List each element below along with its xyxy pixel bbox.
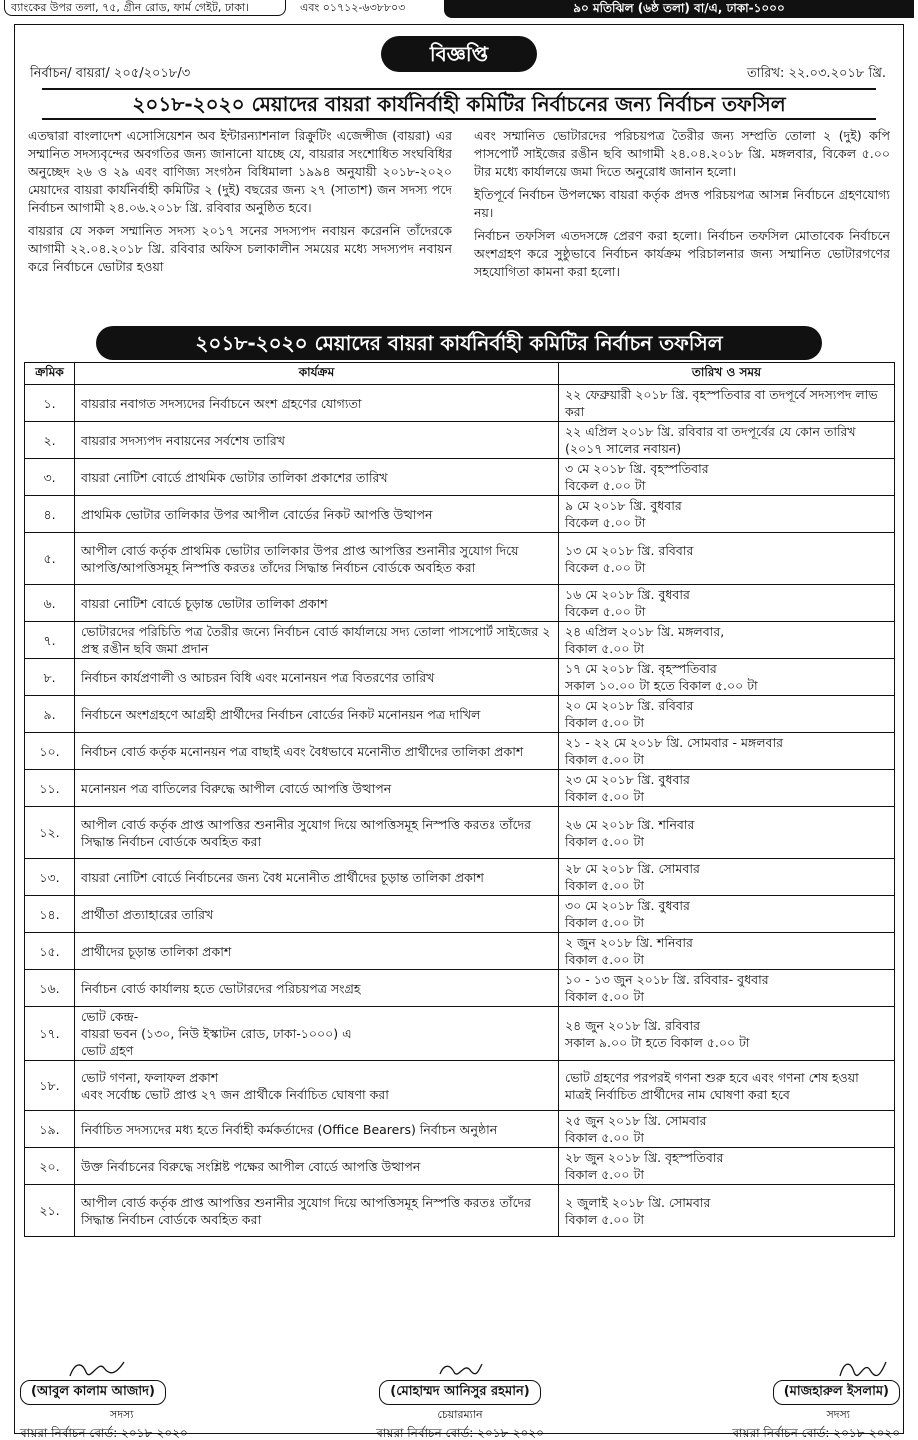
row-activity: নির্বাচন কার্যপ্রণালী ও আচরন বিধি এবং মনোনয়ন পত্র বিতরণের তারিখ xyxy=(75,659,559,696)
signatory-role: সদস্য xyxy=(826,1408,850,1421)
table-row xyxy=(25,1148,895,1185)
row-activity: আপীল বোর্ড কর্তৃক প্রাপ্ত আপত্তির শুনানীর সুযোগ দিয়ে আপত্তিসমূহ নিস্পত্তি করতঃ তাঁদের সিদ্ধান্ত নির্বাচন বোর্ডকে অবহিত করা xyxy=(75,1185,559,1237)
signature-block-chairman xyxy=(340,1358,580,1440)
row-date-time: ১৭ মে ২০১৮ খ্রি. বৃহস্পতিবার সকাল ১০.০০ টা হতে বিকাল ৫.০০ টা xyxy=(559,659,895,696)
header-date-time: তারিখ ও সময় xyxy=(559,363,895,385)
row-date-time: ২৪ জুন ২০১৮ খ্রি. রবিবার সকাল ৯.০০ টা হতে বিকাল ৫.০০ টা xyxy=(559,1007,895,1061)
row-serial: ২১. xyxy=(25,1185,75,1237)
top-address-left: ব্যাংকের উপর তলা, ৭৫, গ্রীন রোড, ফার্ম গেইট, ঢাকা। xyxy=(4,0,286,16)
row-date-time: ২২ ফেব্রুয়ারী ২০১৮ খ্রি. বৃহস্পতিবার বা তদপূর্বে সদস্যপদ লাভ করা xyxy=(559,385,895,422)
row-activity: বায়রার নবাগত সদস্যদের নির্বাচনে অংশ গ্রহণের যোগ্যতা xyxy=(75,385,559,422)
row-activity: বায়রার সদস্যপদ নবায়নের সর্বশেষ তারিখ xyxy=(75,422,559,459)
row-activity: ভোট গণনা, ফলাফল প্রকাশ এবং সর্বোচ্চ ভোট প্রাপ্ত ২৭ জন প্রার্থীকে নির্বাচিত ঘোষণা করা xyxy=(75,1061,559,1111)
row-date-time: ২৮ জুন ২০১৮ খ্রি. বৃহস্পতিবার বিকাল ৫.০০ টা xyxy=(559,1148,895,1185)
header-serial: ক্রমিক xyxy=(25,363,75,385)
row-date-time: ২৮ মে ২০১৮ খ্রি. সোমবার বিকাল ৫.০০ টা xyxy=(559,859,895,896)
top-phone: এবং ০১৭১২-৬৩৮৮০৩ xyxy=(300,1,406,14)
row-activity: নির্বাচনে অংশগ্রহণে আগ্রহী প্রার্থীদের নির্বাচন বোর্ডের নিকট মনোনয়ন পত্র দাখিল xyxy=(75,696,559,733)
row-date-time: ৩ মে ২০১৮ খ্রি. বৃহস্পতিবার বিকেল ৫.০০ টা xyxy=(559,459,895,496)
signature-scrawl xyxy=(690,1358,900,1380)
top-address-right: ৯০ মতিঝিল (৬ষ্ঠ তলা) বা/এ, ঢাকা-১০০০ xyxy=(444,0,914,18)
row-serial: ৩. xyxy=(25,459,75,496)
row-serial: ১. xyxy=(25,385,75,422)
row-serial: ১৮. xyxy=(25,1061,75,1111)
table-row xyxy=(25,422,895,459)
table-row xyxy=(25,622,895,659)
row-serial: ১৭. xyxy=(25,1007,75,1061)
row-date-time: ২৫ জুন ২০১৮ খ্রি. সোমবার বিকাল ৫.০০ টা xyxy=(559,1111,895,1148)
row-activity: বায়রা নোটিশ বোর্ডে নির্বাচনের জন্য বৈধ মনোনীত প্রার্থীদের চূড়ান্ত তালিকা প্রকাশ xyxy=(75,859,559,896)
signatory-board: বায়রা নির্বাচন বোর্ড: ২০১৮-২০২০ xyxy=(20,1426,188,1440)
table-row xyxy=(25,970,895,1007)
row-serial: ৮. xyxy=(25,659,75,696)
signature-scrawl xyxy=(20,1358,230,1380)
signatory-name: (মাজহারুল ইসলাম) xyxy=(773,1380,900,1405)
row-date-time: ৯ মে ২০১৮ খ্রি. বুধবার বিকেল ৫.০০ টা xyxy=(559,496,895,533)
row-serial: ১৩. xyxy=(25,859,75,896)
top-strip xyxy=(0,0,918,18)
row-date-time: ১০ - ১৩ জুন ২০১৮ খ্রি. রবিবার- বুধবার বিকাল ৫.০০ টা xyxy=(559,970,895,1007)
row-serial: ১৬. xyxy=(25,970,75,1007)
row-serial: ২০. xyxy=(25,1148,75,1185)
row-serial: ৭. xyxy=(25,622,75,659)
table-row xyxy=(25,1061,895,1111)
signatory-name: (আবুল কালাম আজাদ) xyxy=(20,1380,166,1405)
row-activity: আপীল বোর্ড কর্তৃক প্রাথমিক ভোটার তালিকার উপর প্রাপ্ত আপত্তির শুনানীর সুযোগ দিয়ে আপত্তি/আপত্তিসমূহ নিস্পত্তি করতঃ তাঁদের সিদ্ধান্ত নির্বাচন বোর্ডকে অবহিত করা xyxy=(75,533,559,585)
table-header-row xyxy=(25,363,895,385)
signature-scrawl xyxy=(340,1358,580,1380)
intro-right-column xyxy=(474,127,890,327)
row-serial: ১০. xyxy=(25,733,75,770)
table-row xyxy=(25,1007,895,1061)
table-row xyxy=(25,385,895,422)
table-row xyxy=(25,1185,895,1237)
signatory-name: (মোহাম্মদ আনিসুর রহমান) xyxy=(379,1380,540,1405)
row-serial: ১৯. xyxy=(25,1111,75,1148)
row-serial: ১২. xyxy=(25,807,75,859)
signatory-role: সদস্য xyxy=(110,1408,134,1421)
table-row xyxy=(25,933,895,970)
row-serial: ৬. xyxy=(25,585,75,622)
row-date-time: ৩০ মে ২০১৮ খ্রি. বুধবার বিকাল ৫.০০ টা xyxy=(559,896,895,933)
table-row xyxy=(25,696,895,733)
signatory-role: চেয়ারম্যান xyxy=(437,1408,483,1421)
row-activity: নির্বাচন বোর্ড কার্যালয় হতে ভোটারদের পরিচয়পত্র সংগ্রহ xyxy=(75,970,559,1007)
intro-paragraph: এবং সম্মানিত ভোটারদের পরিচয়পত্র তৈরীর জন্য সম্প্রতি তোলা ২ (দুই) কপি পাসপোর্ট সাইজের রঙীন ছবি আগামী ২৪.০৪.২০১৮ খ্রি. মঙ্গলবার, বিকেল ৫.০০ টার মধ্যে কার্যালয়ে জমা দিতে অনুরোধ জানান হলো। xyxy=(474,128,890,179)
table-row xyxy=(25,896,895,933)
row-date-time: ২৬ মে ২০১৮ খ্রি. শনিবার বিকাল ৫.০০ টা xyxy=(559,807,895,859)
table-row xyxy=(25,496,895,533)
row-activity: প্রাথমিক ভোটার তালিকার উপর আপীল বোর্ডের নিকট আপত্তি উত্থাপন xyxy=(75,496,559,533)
table-row xyxy=(25,770,895,807)
row-activity: বায়রা নোটিশ বোর্ডে প্রাথমিক ভোটার তালিকা প্রকাশের তারিখ xyxy=(75,459,559,496)
row-activity: মনোনয়ন পত্র বাতিলের বিরুদ্ধে আপীল বোর্ডে আপত্তি উত্থাপন xyxy=(75,770,559,807)
row-date-time: ১৬ মে ২০১৮ খ্রি. বুধবার বিকেল ৫.০০ টা xyxy=(559,585,895,622)
table-row xyxy=(25,459,895,496)
row-date-time: ২৪ এপ্রিল ২০১৮ খ্রি. মঙ্গলবার, বিকাল ৫.০০ টা xyxy=(559,622,895,659)
row-activity: প্রার্থীতা প্রত্যাহারের তারিখ xyxy=(75,896,559,933)
intro-paragraph: বায়রার যে সকল সম্মানিত সদস্য ২০১৭ সনের সদস্যপদ নবায়ন করেননি তাঁদেরকে আগামী ২২.০৪.২০১৮ খ্রি. রবিবার অফিস চলাকালীন সময়ের মধ্যে সদস্যপদ নবায়ন করে নির্বাচনে ভোটার হওয়া xyxy=(28,223,452,274)
signatory-board: বায়রা নির্বাচন বোর্ড: ২০১৮-২০২০ xyxy=(376,1426,544,1440)
row-date-time: ২১ - ২২ মে ২০১৮ খ্রি. সোমবার - মঙ্গলবার বিকাল ৫.০০ টা xyxy=(559,733,895,770)
row-serial: ৯. xyxy=(25,696,75,733)
row-date-time: ২২ এপ্রিল ২০১৮ খ্রি. রবিবার বা তদপূর্বের যে কোন তারিখ (২০১৭ সালের নবায়ন) xyxy=(559,422,895,459)
table-row xyxy=(25,659,895,696)
schedule-table xyxy=(24,362,895,1237)
reference-number: নির্বাচন/ বায়রা/ ২০৫/২০১৮/৩ xyxy=(30,66,191,81)
row-activity: বায়রা নোটিশ বোর্ডে চূড়ান্ত ভোটার তালিকা প্রকাশ xyxy=(75,585,559,622)
table-row xyxy=(25,533,895,585)
signature-block-member-1 xyxy=(20,1358,230,1440)
intro-paragraph: নির্বাচন তফসিল এতদসঙ্গে প্রেরণ করা হলো। নির্বাচন তফসিল মোতাবেক নির্বাচনে অংশগ্রহণ করে সুষ্ঠুভাবে নির্বাচন কার্যক্রম পরিচালনার জন্য সম্মানিত ভোটারগণের সহযোগিতা কামনা করা হলো। xyxy=(474,228,890,279)
intro-paragraph: ইতিপূর্বে নির্বাচন উপলক্ষ্যে বায়রা কর্তৃক প্রদত্ত পরিচয়পত্র আসন্ন নির্বাচনে গ্রহণযোগ্য নয়। xyxy=(474,187,890,220)
table-row xyxy=(25,733,895,770)
table-row xyxy=(25,585,895,622)
row-activity: নির্বাচন বোর্ড কর্তৃক মনোনয়ন পত্র বাছাই এবং বৈধভাবে মনোনীত প্রার্থীদের তালিকা প্রকাশ xyxy=(75,733,559,770)
intro-paragraph: এতদ্বারা বাংলাদেশ এসোসিয়েশন অব ইন্টারন্যাশনাল রিক্রুটিং এজেন্সীজ (বায়রা) এর সম্মানিত সদস্যবৃন্দের অবগতির জন্য জানানো যাচ্ছে যে, বায়রার সংশোধিত সংঘবিধির অনুচ্ছেদ ২৬ ও ২৯ এবং বাণিজ্য সংগঠন বিধিমালা ১৯৯৪ অনুযায়ী ২০১৮-২০২০ মেয়াদের বায়রা কার্যনির্বাহী কমিটির ২ (দুই) বছরের জন্য ২৭ (সাতাশ) জন সদস্য পদে নির্বাচন আগামী ২৪.০৬.২০১৮ খ্রি. রবিবার অনুষ্ঠিত হবে। xyxy=(28,128,452,215)
header-activity: কার্যক্রম xyxy=(75,363,559,385)
row-serial: ১৪. xyxy=(25,896,75,933)
notice-date: তারিখ: ২২.০৩.২০১৮ খ্রি. xyxy=(747,66,886,81)
table-row xyxy=(25,807,895,859)
row-date-time: ২০ মে ২০১৮ খ্রি. রবিবার বিকাল ৫.০০ টা xyxy=(559,696,895,733)
schedule-title: ২০১৮-২০২০ মেয়াদের বায়রা কার্যনির্বাহী কমিটির নির্বাচন তফসিল xyxy=(96,326,822,360)
row-activity: নির্বাচিত সদস্যদের মধ্য হতে নির্বাহী কর্মকর্তাদের (Office Bearers) নির্বাচন অনুষ্ঠান xyxy=(75,1111,559,1148)
row-date-time: ১৩ মে ২০১৮ খ্রি. রবিবার বিকেল ৫.০০ টা xyxy=(559,533,895,585)
signatory-board: বায়রা নির্বাচন বোর্ড: ২০১৮-২০২০ xyxy=(732,1426,900,1440)
row-activity: ভোটারদের পরিচিতি পত্র তৈরীর জন্যে নির্বাচন বোর্ড কার্যালয়ে সদ্য তোলা পাসপোর্ট সাইজের ২ প্রস্থ রঙীন ছবি জমা প্রদান xyxy=(75,622,559,659)
row-date-time: ২ জুলাই ২০১৮ খ্রি. সোমবার বিকাল ৫.০০ টা xyxy=(559,1185,895,1237)
table-row xyxy=(25,1111,895,1148)
row-activity: ভোট কেন্দ্র- বায়রা ভবন (১৩০, নিউ ইস্কাটন রোড, ঢাকা-১০০০) এ ভোট গ্রহণ xyxy=(75,1007,559,1061)
intro-left-column xyxy=(28,127,452,307)
row-date-time: ২ জুন ২০১৮ খ্রি. শনিবার বিকাল ৫.০০ টা xyxy=(559,933,895,970)
row-activity: প্রার্থীদের চূড়ান্ত তালিকা প্রকাশ xyxy=(75,933,559,970)
row-date-time: ভোট গ্রহণের পরপরই গণনা শুরু হবে এবং গণনা শেষ হওয়া মাত্রই নির্বাচিত প্রার্থীদের নাম ঘোষণা করা হবে xyxy=(559,1061,895,1111)
row-date-time: ২৩ মে ২০১৮ খ্রি. বুধবার বিকাল ৫.০০ টা xyxy=(559,770,895,807)
table-row xyxy=(25,859,895,896)
notice-badge: বিজ্ঞপ্তি xyxy=(381,36,537,72)
signature-block-member-2 xyxy=(690,1358,900,1440)
row-serial: ১৫. xyxy=(25,933,75,970)
row-serial: ১১. xyxy=(25,770,75,807)
row-activity: উক্ত নির্বাচনের বিরুদ্ধে সংশ্লিষ্ট পক্ষের আপীল বোর্ডে আপত্তি উত্থাপন xyxy=(75,1148,559,1185)
row-serial: ৫. xyxy=(25,533,75,585)
row-serial: ৪. xyxy=(25,496,75,533)
row-serial: ২. xyxy=(25,422,75,459)
page-title: ২০১৮-২০২০ মেয়াদের বায়রা কার্যনির্বাহী কমিটির নির্বাচনের জন্য নির্বাচন তফসিল xyxy=(42,88,876,120)
row-activity: আপীল বোর্ড কর্তৃক প্রাপ্ত আপত্তির শুনানীর সুযোগ দিয়ে আপত্তিসমূহ নিস্পত্তি করতঃ তাঁদের সিদ্ধান্ত নির্বাচন বোর্ডকে অবহিত করা xyxy=(75,807,559,859)
